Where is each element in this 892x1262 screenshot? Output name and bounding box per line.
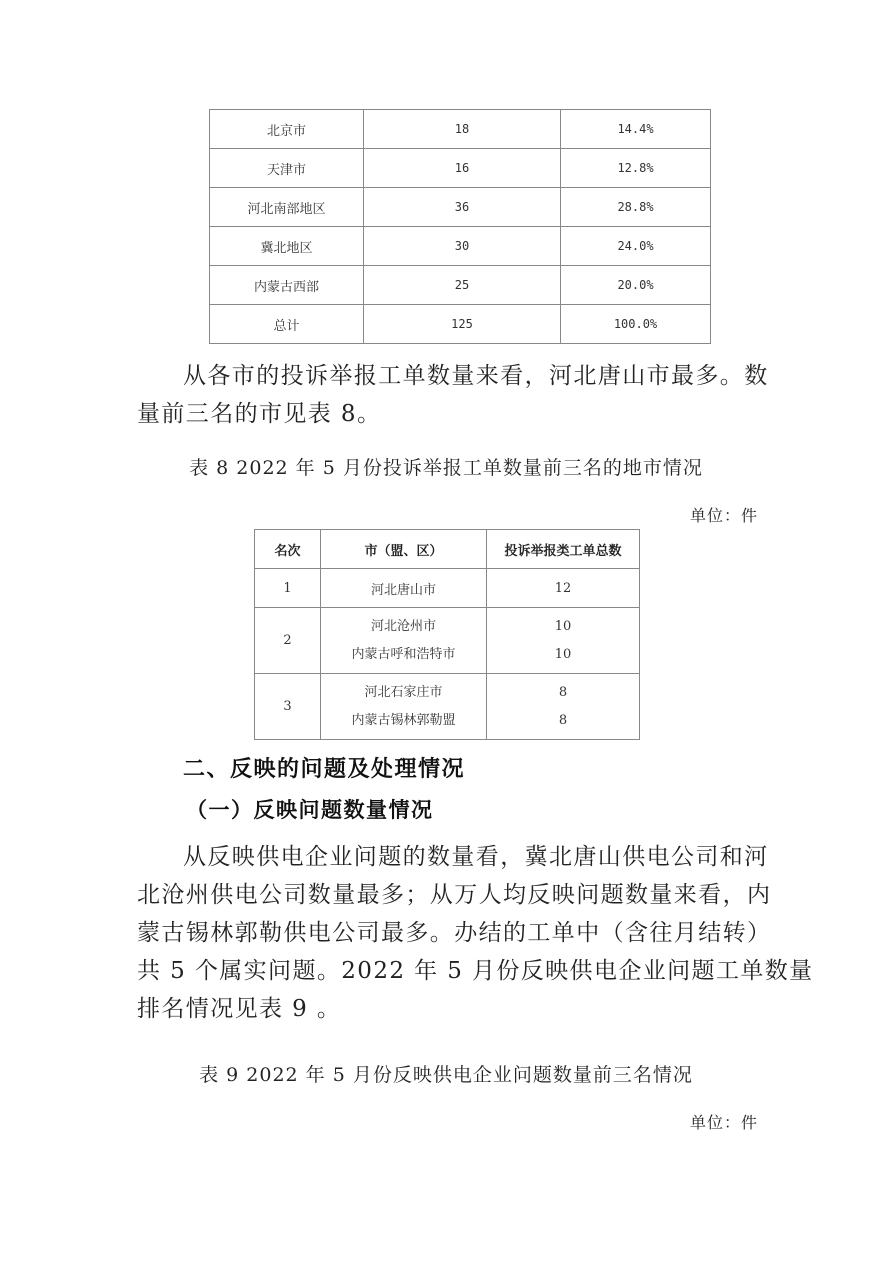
paragraph-line: 量前三名的市见表 8。	[137, 401, 382, 427]
table9-unit: 单位：件	[689, 1113, 758, 1132]
table9-caption: 表 9 2022 年 5 月份反映供电企业问题数量前三名情况	[199, 1064, 693, 1086]
count-cell: 16	[364, 149, 561, 188]
table-row	[210, 149, 711, 188]
percent-cell: 12.8%	[561, 149, 711, 188]
table-row	[210, 110, 711, 149]
region-cell: 河北南部地区	[210, 188, 364, 227]
count-value: 8	[558, 684, 568, 700]
header-total: 投诉举报类工单总数	[487, 530, 640, 569]
count-cell: 125	[364, 305, 561, 344]
table8-unit: 单位：件	[689, 506, 758, 525]
count-cell	[487, 608, 640, 674]
paragraph-line: 排名情况见表 9 。	[137, 996, 342, 1022]
top-cities-table	[254, 529, 640, 740]
paragraph-line: 从反映供电企业问题的数量看，冀北唐山供电公司和河	[183, 844, 769, 870]
table-row	[255, 674, 640, 740]
region-cell: 冀北地区	[210, 227, 364, 266]
city-name: 内蒙古呼和浩特市	[351, 646, 456, 662]
header-rank: 名次	[255, 530, 321, 569]
count-cell: 12	[487, 569, 640, 608]
count-value: 10	[554, 646, 572, 662]
paragraph-line: 从各市的投诉举报工单数量来看，河北唐山市最多。数	[183, 363, 769, 389]
table-row	[255, 569, 640, 608]
city-cell	[321, 674, 487, 740]
section-heading: 二、反映的问题及处理情况	[183, 757, 466, 782]
paragraph-line: 北沧州供电公司数量最多；从万人均反映问题数量来看，内	[137, 882, 772, 908]
percent-cell: 14.4%	[561, 110, 711, 149]
table8-caption: 表 8 2022 年 5 月份投诉举报工单数量前三名的地市情况	[189, 457, 703, 479]
percent-cell: 28.8%	[561, 188, 711, 227]
count-cell: 25	[364, 266, 561, 305]
region-cell: 内蒙古西部	[210, 266, 364, 305]
city-cell	[321, 608, 487, 674]
paragraph-city-ranking	[137, 357, 769, 433]
percent-cell: 100.0%	[561, 305, 711, 344]
regional-count-table	[209, 109, 711, 344]
city-name: 河北石家庄市	[364, 684, 443, 700]
table-row	[210, 188, 711, 227]
rank-cell: 2	[255, 608, 321, 674]
paragraph-problem-count	[137, 838, 814, 1028]
table-row	[210, 227, 711, 266]
count-value: 8	[558, 712, 568, 728]
paragraph-line: 蒙古锡林郭勒供电公司最多。办结的工单中（含往月结转）	[137, 920, 772, 946]
count-cell	[487, 674, 640, 740]
city-name: 内蒙古锡林郭勒盟	[351, 712, 456, 728]
header-city: 市（盟、区）	[321, 530, 487, 569]
region-cell: 北京市	[210, 110, 364, 149]
count-cell: 18	[364, 110, 561, 149]
region-cell: 总计	[210, 305, 364, 344]
count-cell: 30	[364, 227, 561, 266]
percent-cell: 24.0%	[561, 227, 711, 266]
table-row	[255, 608, 640, 674]
percent-cell: 20.0%	[561, 266, 711, 305]
city-cell: 河北唐山市	[321, 569, 487, 608]
count-value: 10	[554, 618, 572, 634]
city-name: 河北沧州市	[370, 618, 436, 634]
rank-cell: 1	[255, 569, 321, 608]
paragraph-line: 共 5 个属实问题。2022 年 5 月份反映供电企业问题工单数量	[137, 958, 814, 984]
table-row	[210, 266, 711, 305]
table-row-total	[210, 305, 711, 344]
table-header-row	[255, 530, 640, 569]
count-cell: 36	[364, 188, 561, 227]
rank-cell: 3	[255, 674, 321, 740]
subsection-heading: （一）反映问题数量情况	[186, 798, 434, 822]
region-cell: 天津市	[210, 149, 364, 188]
